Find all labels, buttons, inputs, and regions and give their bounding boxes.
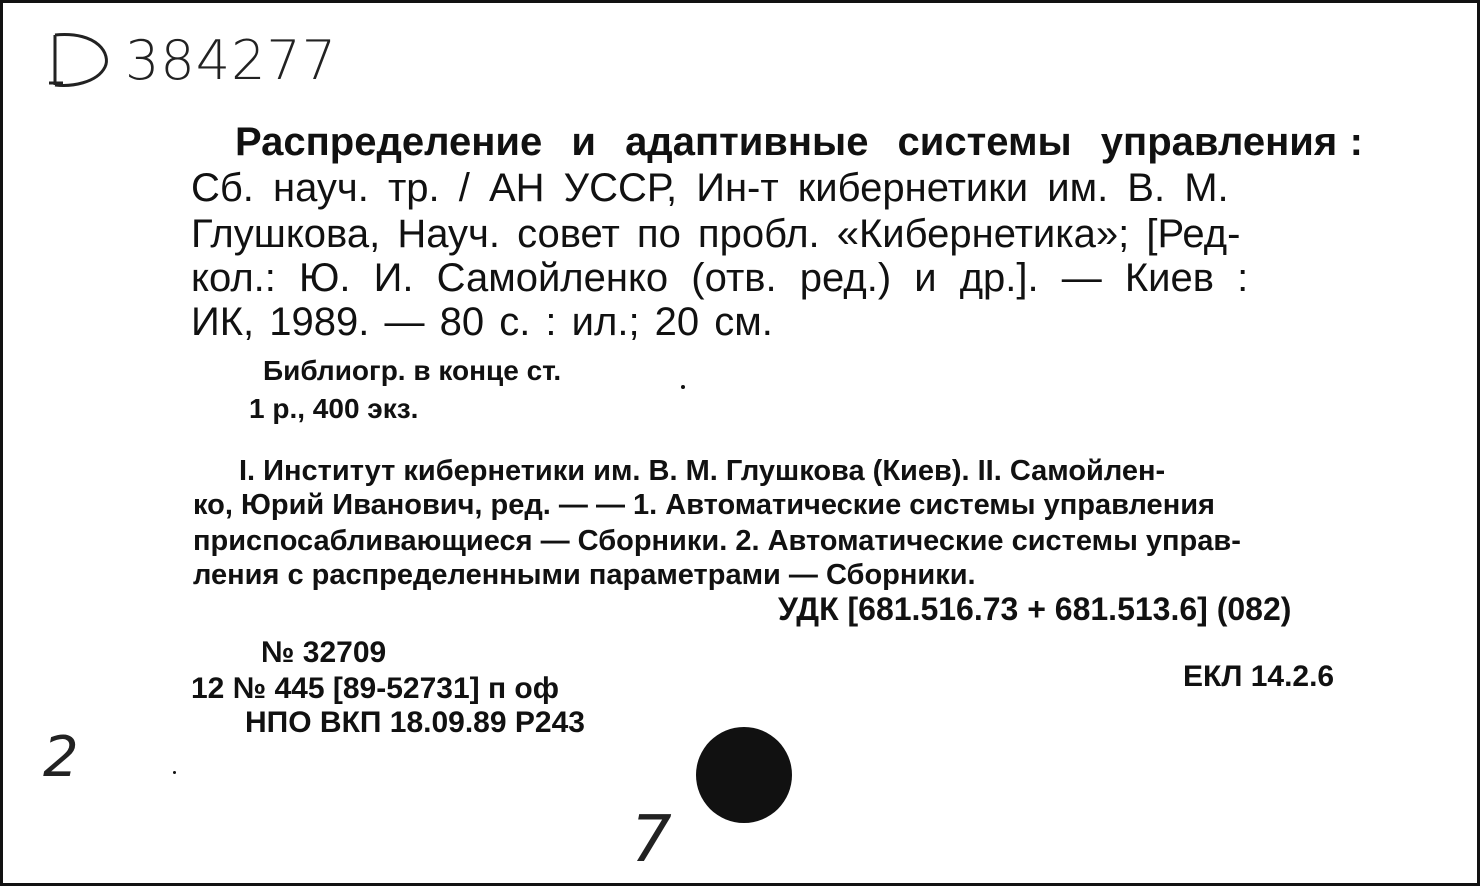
subjects-line-4: ления с распределенными параметрами — Сборники. bbox=[193, 559, 976, 591]
handwritten-mark-left: 2 bbox=[43, 725, 79, 790]
subjects-line-1: I. Институт кибернетики им. В. М. Глушкова (Киев). II. Самойлен- bbox=[239, 455, 1166, 487]
npo-line: НПО ВКП 18.09.89 Р243 bbox=[245, 706, 585, 739]
subjects-line-3: приспосабливающиеся — Сборники. 2. Автоматические системы управ- bbox=[193, 525, 1241, 557]
book-title-text: Распределение и адаптивные системы управления bbox=[235, 120, 1338, 164]
subjects-line-2: ко, Юрий Иванович, ред. — — 1. Автоматические системы управления bbox=[193, 489, 1215, 521]
description-line-4: ИК, 1989. — 80 с. : ил.; 20 см. bbox=[191, 300, 773, 344]
record-number: № 32709 bbox=[261, 636, 387, 669]
call-number-prefix-mark bbox=[41, 25, 113, 110]
udk-classification: УДК [681.516.73 + 681.513.6] (082) bbox=[778, 591, 1292, 627]
book-title bbox=[235, 119, 1363, 165]
handwritten-mark-bottom: 7 bbox=[631, 803, 672, 877]
ink-speck bbox=[681, 385, 685, 389]
description-line-3: кол.: Ю. И. Самойленко (отв. ред.) и др.]. — Киев : bbox=[191, 256, 1249, 300]
ekl-classification: ЕКЛ 14.2.6 bbox=[1183, 660, 1335, 693]
call-number-d-mark-icon bbox=[41, 25, 113, 95]
print-line: 12 № 445 [89-52731] п оф bbox=[191, 672, 559, 705]
book-title-colon: : bbox=[1349, 120, 1363, 164]
ink-dot bbox=[173, 771, 176, 774]
note-bibliography: Библиогр. в конце ст. bbox=[263, 355, 562, 386]
punch-hole bbox=[696, 727, 792, 823]
description-line-2: Глушкова, Науч. совет по пробл. «Кибернетика»; [Ред- bbox=[191, 212, 1241, 256]
call-number: 384277 bbox=[125, 29, 338, 92]
description-line-1: Сб. науч. тр. / АН УССР, Ин-т кибернетики им. В. М. bbox=[191, 166, 1229, 210]
note-price-copies: 1 р., 400 экз. bbox=[249, 393, 419, 424]
